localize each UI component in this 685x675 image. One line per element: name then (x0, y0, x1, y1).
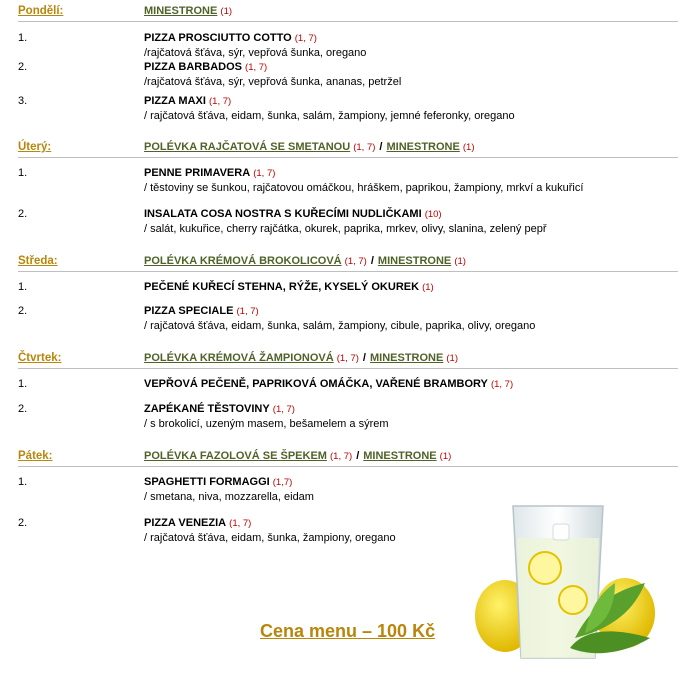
allergen-codes: (1, 7) (253, 168, 276, 179)
allergen-codes: (1) (454, 256, 466, 267)
soup-separator: / (370, 255, 374, 267)
item-number: 1. (18, 167, 28, 179)
dish-description: / těstoviny se šunkou, rajčatovou omáčkou, hráškem, paprikou, žampiony, mrkví a kukuřicí (144, 182, 584, 194)
ice-cube (553, 524, 569, 540)
lemon-slice (559, 586, 587, 614)
dish (144, 517, 396, 544)
item-number: 2. (18, 208, 28, 220)
soup-name: MINESTRONE (386, 141, 460, 153)
dish (144, 208, 546, 235)
allergen-codes: (1) (462, 142, 475, 153)
allergen-codes: (1, 7) (236, 306, 259, 317)
item-number: 2. (18, 517, 28, 529)
dish-name: VEPŘOVÁ PEČENĚ, PAPRIKOVÁ OMÁČKA, VAŘENÉ BRAMBORY (144, 378, 488, 390)
day-header (18, 450, 678, 467)
soup-name: POLÉVKA RAJČATOVÁ SE SMETANOU (144, 141, 351, 153)
allergen-codes: (1, 7) (330, 451, 353, 462)
soup-separator: / (362, 352, 366, 364)
dish (144, 32, 366, 59)
item-number: 1. (18, 32, 28, 44)
allergen-codes: (1, 7) (245, 62, 268, 73)
allergen-codes: (1) (439, 451, 452, 462)
allergen-codes: (1) (446, 353, 459, 364)
dish (144, 378, 513, 390)
dish-description: /rajčatová šťáva, sýr, vepřová šunka, oregano (144, 47, 367, 59)
dish-description: / s brokolicí, uzeným masem, bešamelem a sýrem (144, 418, 389, 430)
dish (144, 403, 389, 430)
dish (144, 281, 434, 293)
soup-list (144, 450, 451, 462)
lemonade-glass-icon (475, 488, 660, 668)
dish (144, 61, 401, 88)
soup-name: MINESTRONE (369, 352, 444, 364)
day-header (18, 5, 678, 22)
allergen-codes: (1) (220, 6, 233, 17)
item-number: 2. (18, 403, 28, 415)
soup-name: POLÉVKA KRÉMOVÁ BROKOLICOVÁ (144, 255, 342, 267)
item-number: 2. (18, 305, 28, 317)
day-name: Pátek: (18, 450, 53, 462)
item-number: 2. (18, 61, 28, 73)
soup-separator: / (379, 141, 383, 153)
soup-list (144, 5, 232, 17)
dish-description: / rajčatová šťáva, eidam, šunka, salám, žampiony, cibule, paprika, olivy, oregano (144, 320, 536, 332)
allergen-codes: (1, 7) (353, 142, 376, 153)
item-number: 1. (18, 378, 28, 390)
allergen-codes: (1, 7) (272, 404, 295, 415)
allergen-codes: (1, 7) (490, 379, 514, 390)
lemon-slice (529, 552, 561, 584)
dish-description: / rajčatová šťáva, eidam, šunka, salám, žampiony, jemné feferonky, oregano (144, 110, 515, 122)
dish (144, 95, 515, 122)
dish (144, 476, 314, 503)
dish-name: PIZZA BARBADOS (144, 61, 242, 73)
dish-name: PENNE PRIMAVERA (144, 167, 251, 179)
dish-description: / smetana, niva, mozzarella, eidam (144, 491, 314, 503)
allergen-codes: (1, 7) (209, 96, 232, 107)
dish-description: / salát, kukuřice, cherry rajčátka, okurek, paprika, mrkev, olivy, slanina, zelený pepř (144, 223, 547, 235)
day-name: Středa: (18, 255, 58, 267)
allergen-codes: (1, 7) (294, 33, 317, 44)
day-header (18, 352, 678, 369)
allergen-codes: (1) (422, 282, 434, 293)
menu-price: Cena menu – 100 Kč (260, 621, 436, 641)
soup-separator: / (356, 450, 360, 462)
dish-name: PIZZA VENEZIA (144, 517, 227, 529)
soup-list (144, 255, 466, 267)
dish-name: SPAGHETTI FORMAGGI (144, 476, 270, 488)
item-number: 1. (18, 281, 28, 293)
dish-name: PIZZA MAXI (144, 95, 206, 107)
dish-name: INSALATA COSA NOSTRA S KUŘECÍMI NUDLIČKAMI (144, 208, 422, 220)
allergen-codes: (1, 7) (229, 518, 252, 529)
day-name: Čtvrtek: (18, 352, 62, 364)
item-number: 1. (18, 476, 28, 488)
soup-list (144, 352, 458, 364)
soup-name: POLÉVKA FAZOLOVÁ SE ŠPEKEM (144, 450, 327, 462)
allergen-codes: (1,7) (272, 477, 293, 488)
allergen-codes: (1, 7) (344, 256, 367, 267)
day-name: Pondělí: (18, 5, 64, 17)
allergen-codes: (1, 7) (336, 353, 359, 364)
day-name: Úterý: (18, 141, 52, 153)
soup-list (144, 141, 475, 153)
dish-description: / rajčatová šťáva, eidam, šunka, žampiony, oregano (144, 532, 396, 544)
dish (144, 305, 535, 332)
soup-name: MINESTRONE (144, 5, 218, 17)
dish-description: /rajčatová šťáva, sýr, vepřová šunka, ananas, petržel (144, 76, 402, 88)
day-header (18, 141, 678, 158)
soup-name: MINESTRONE (377, 255, 452, 267)
dish-name: PIZZA PROSCIUTTO COTTO (144, 32, 292, 44)
dish-name: ZAPÉKANÉ TĚSTOVINY (144, 403, 270, 415)
soup-name: MINESTRONE (363, 450, 437, 462)
item-number: 3. (18, 95, 28, 107)
dish-name: PEČENÉ KUŘECÍ STEHNA, RÝŽE, KYSELÝ OKUREK (144, 281, 420, 293)
allergen-codes: (10) (424, 209, 442, 220)
day-header (18, 255, 678, 272)
dish (144, 167, 583, 194)
dish-name: PIZZA SPECIALE (144, 305, 234, 317)
soup-name: POLÉVKA KRÉMOVÁ ŽAMPIONOVÁ (144, 352, 334, 364)
